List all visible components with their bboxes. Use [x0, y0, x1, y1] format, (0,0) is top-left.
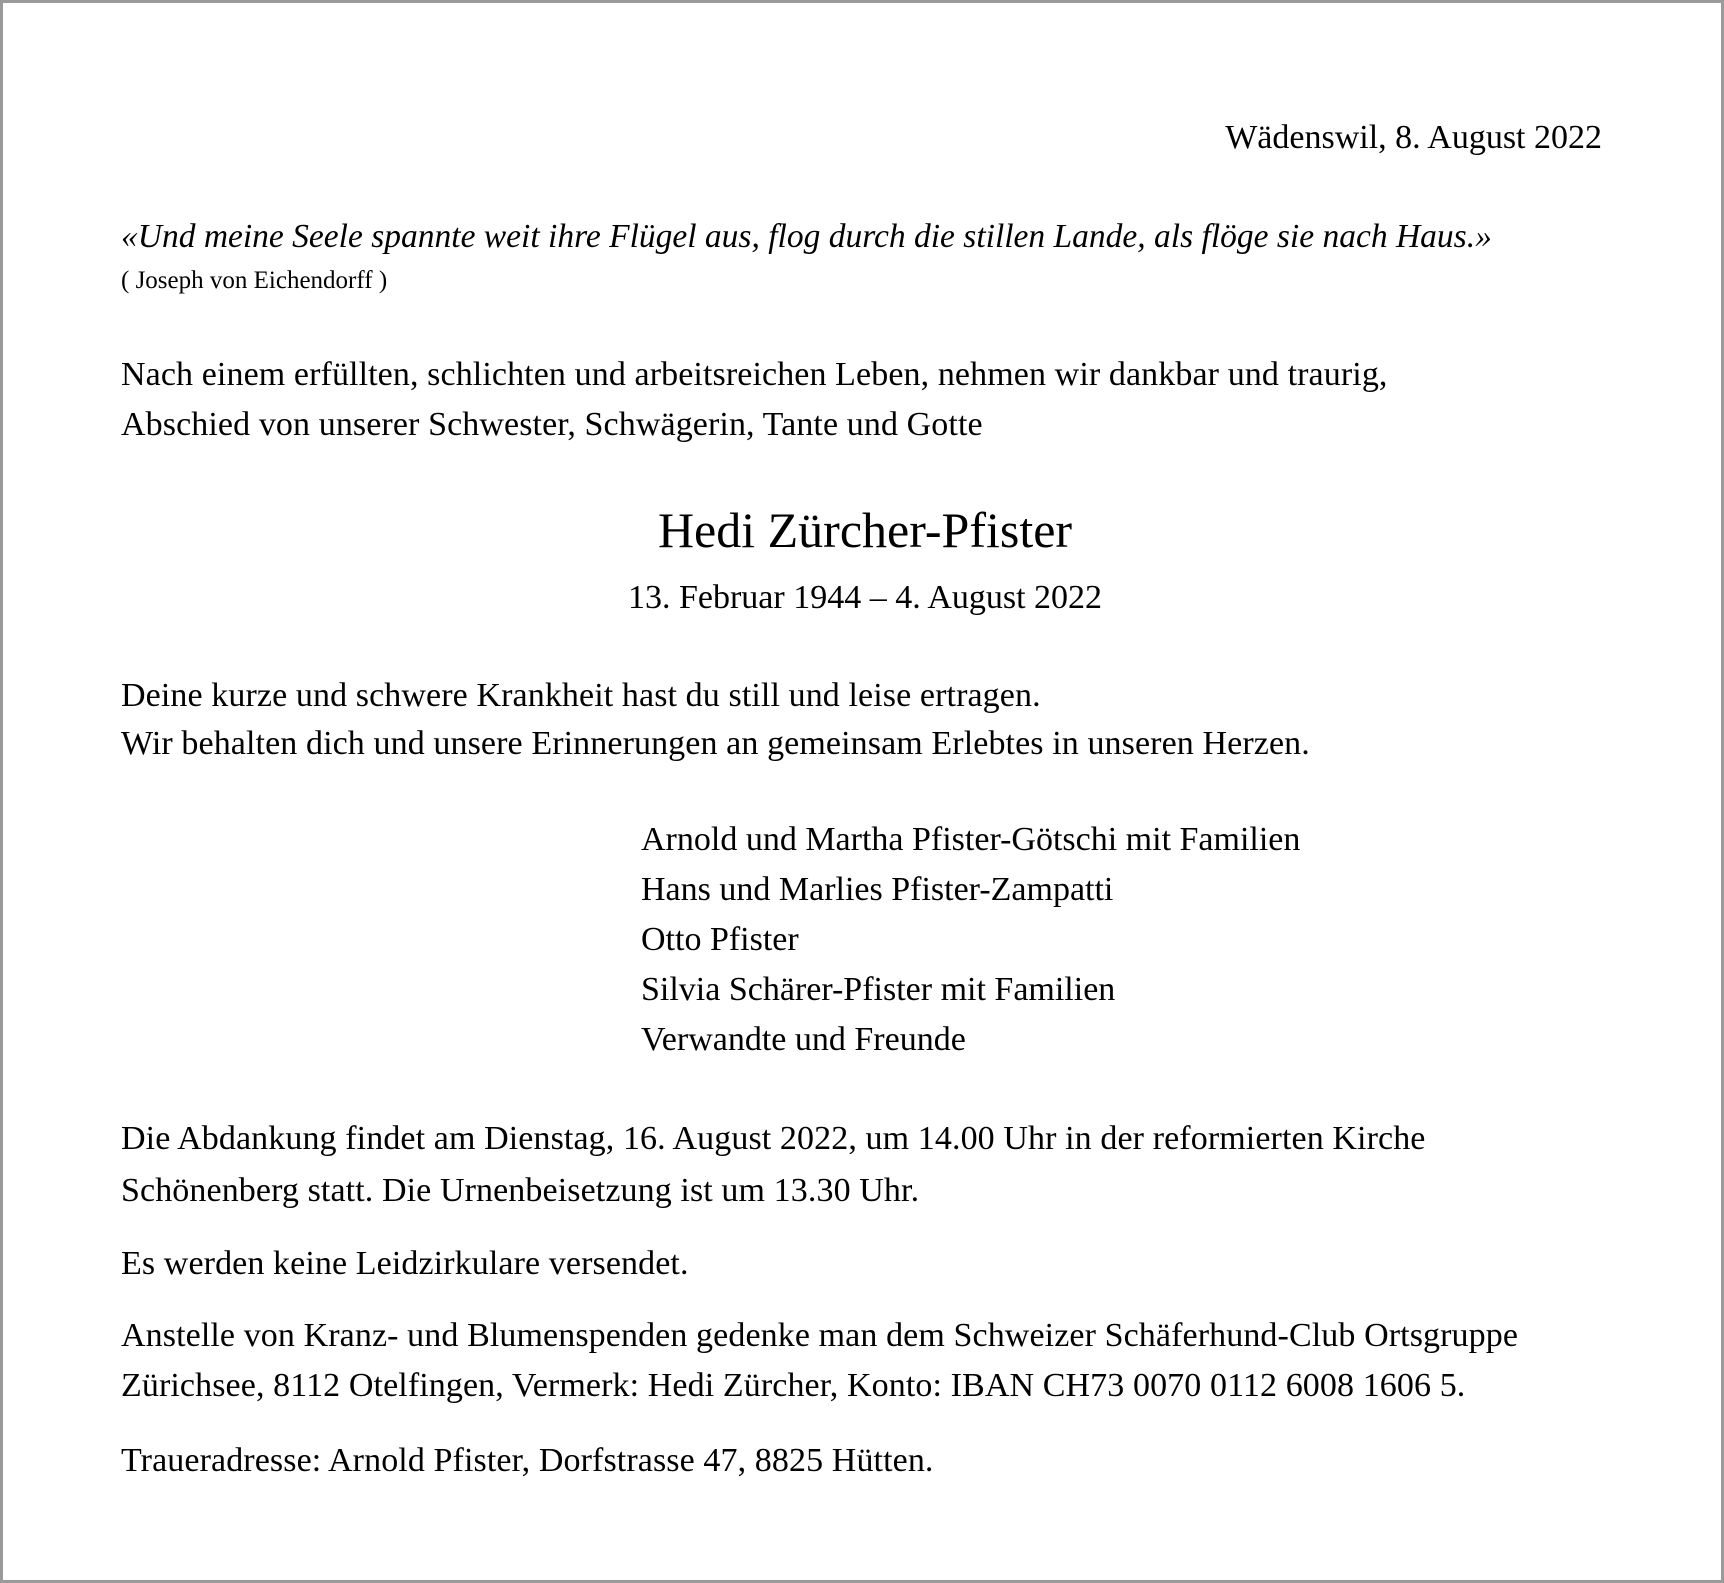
message-line: Deine kurze und schwere Krankheit hast du still und leise ertragen.	[121, 677, 1041, 714]
mourner-item: Otto Pfister	[641, 921, 799, 958]
service-line: Die Abdankung findet am Dienstag, 16. August 2022, um 14.00 Uhr in der reformierten Kirche	[121, 1120, 1426, 1157]
mourner-item: Verwandte und Freunde	[641, 1021, 966, 1058]
mourner-item: Hans und Marlies Pfister-Zampatti	[641, 871, 1114, 908]
mourners-list	[641, 823, 1300, 1073]
service-line: Schönenberg statt. Die Urnenbeisetzung ist um 13.30 Uhr.	[121, 1172, 920, 1209]
quote-author: ( Joseph von Eichendorff )	[121, 267, 388, 294]
quote: «Und meine Seele spannte weit ihre Flügel aus, flog durch die stillen Lande, als flöge sie nach Haus.»	[121, 218, 1492, 255]
mourner-item: Silvia Schärer-Pfister mit Familien	[641, 971, 1116, 1008]
place-date: Wädenswil, 8. August 2022	[1225, 119, 1602, 156]
intro-line: Nach einem erfüllten, schlichten und arbeitsreichen Leben, nehmen wir dankbar und traurig,	[121, 356, 1388, 393]
intro-line: Abschied von unserer Schwester, Schwägerin, Tante und Gotte	[121, 406, 983, 443]
life-dates: 13. Februar 1944 – 4. August 2022	[627, 579, 1103, 616]
deceased-name: Hedi Zürcher-Pfister	[657, 502, 1073, 558]
donation-line: Zürichsee, 8112 Otelfingen, Vermerk: Hedi Zürcher, Konto: IBAN CH73 0070 0112 6008 1606 5.	[121, 1367, 1466, 1404]
mourner-item: Arnold und Martha Pfister-Götschi mit Familien	[641, 821, 1301, 858]
donation-line: Anstelle von Kranz- und Blumenspenden gedenke man dem Schweizer Schäferhund-Club Ortsgruppe	[121, 1317, 1519, 1354]
mourning-address: Traueradresse: Arnold Pfister, Dorfstrasse 47, 8825 Hütten.	[121, 1442, 934, 1479]
message-line: Wir behalten dich und unsere Erinnerungen an gemeinsam Erlebtes in unseren Herzen.	[121, 725, 1310, 762]
no-circulars-note: Es werden keine Leidzirkulare versendet.	[121, 1245, 689, 1282]
